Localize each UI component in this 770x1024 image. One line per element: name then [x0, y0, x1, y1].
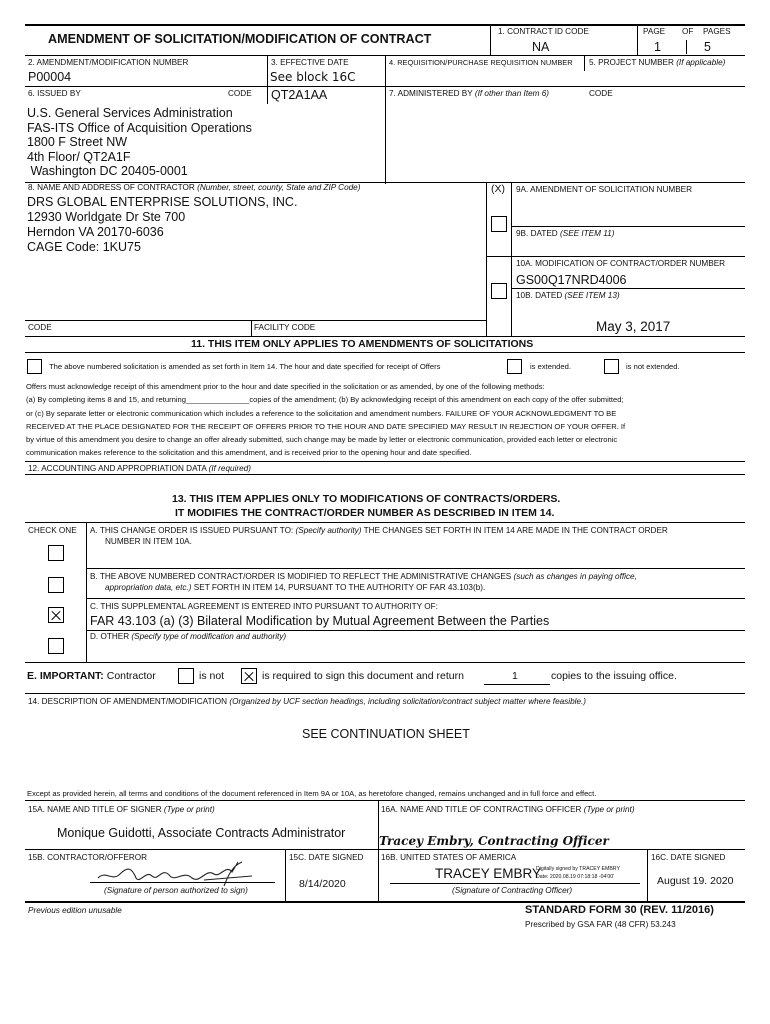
of-label: OF — [682, 27, 694, 36]
is-not-required-checkbox[interactable] — [178, 668, 194, 684]
modification-dated-value: May 3, 2017 — [596, 319, 671, 334]
officer-date-value: August 19. 2020 — [657, 875, 734, 887]
contract-id-value: NA — [532, 40, 550, 54]
extended-label: is extended. — [530, 362, 571, 371]
digital-signature-line-2: Date: 2020.08.19 07:18:18 -04'00' — [536, 874, 615, 880]
extended-checkbox[interactable] — [507, 359, 522, 374]
not-extended-label: is not extended. — [626, 362, 680, 371]
pages-label: PAGES — [703, 27, 731, 36]
page-number: 1 — [654, 40, 661, 54]
contractor-date-label: 15C. DATE SIGNED — [289, 853, 364, 862]
description-body: SEE CONTINUATION SHEET — [302, 727, 470, 741]
option-d-text: D. OTHER (Specify type of modification and authority) — [90, 632, 287, 641]
administered-by-label: 7. ADMINISTERED BY (If other than Item 6) — [389, 89, 550, 98]
contractor-signature-caption: (Signature of person authorized to sign) — [104, 886, 248, 895]
administrative-changes-checkbox[interactable] — [48, 577, 64, 593]
solicitation-dated-label: 9B. DATED (SEE ITEM 11) — [516, 229, 615, 238]
other-modification-checkbox[interactable] — [48, 638, 64, 654]
contractor-code-label: CODE — [28, 323, 52, 332]
form-title: AMENDMENT OF SOLICITATION/MODIFICATION OF CONTRACT — [48, 32, 432, 46]
issued-by-code-label: CODE — [228, 89, 252, 98]
signer-name-label: 15A. NAME AND TITLE OF SIGNER (Type or print) — [28, 805, 215, 814]
except-text: Except as provided herein, all terms and conditions of the document referenced in Item 9A or 10A, as heretofore changed, remains unchanged and in full force and effect. — [27, 789, 597, 798]
prescribed-by: Prescribed by GSA FAR (48 CFR) 53.243 — [525, 920, 676, 929]
requisition-label: 4. REQUISITION/PURCHASE REQUISITION NUMBER — [389, 58, 573, 67]
officer-signature-caption: (Signature of Contracting Officer) — [452, 886, 573, 895]
previous-edition-note: Previous edition unusable — [28, 906, 122, 915]
standard-form-number: STANDARD FORM 30 (REV. 11/2016) — [525, 904, 714, 916]
contracting-officer-value: Tracey Embry, Contracting Officer — [379, 834, 609, 848]
page-count: 5 — [704, 40, 711, 54]
option-a-text: A. THIS CHANGE ORDER IS ISSUED PURSUANT TO: (Specify authority) THE CHANGES SET FORTH IN ITEM 14 ARE MADE IN THE CONTRACT ORDER — [90, 526, 668, 535]
important-row: E. IMPORTANT: Contractor — [27, 670, 156, 682]
contractor-date-value: 8/14/2020 — [299, 878, 346, 890]
effective-date-label: 3. EFFECTIVE DATE — [271, 58, 349, 67]
copies-count: 1 — [512, 670, 518, 682]
block13-heading-2: IT MODIFIES THE CONTRACT/ORDER NUMBER AS DESCRIBED IN ITEM 14. — [175, 507, 555, 519]
description-label: 14. DESCRIPTION OF AMENDMENT/MODIFICATION (Organized by UCF section headings, including solicitation/contract subject matter where feasible.) — [28, 697, 587, 706]
option-c-authority: FAR 43.103 (a) (3) Bilateral Modification by Mutual Agreement Between the Parties — [90, 614, 550, 628]
x-column-label: (X) — [491, 183, 505, 195]
solicitation-amended-text: The above numbered solicitation is amended as set forth in Item 14. The hour and date specified for receipt of Offers — [49, 362, 441, 371]
contractor-label: 8. NAME AND ADDRESS OF CONTRACTOR (Number, street, county, State and ZIP Code) — [28, 183, 361, 192]
issued-by-code: QT2A1AA — [271, 88, 328, 102]
is-required-text: is required to sign this document and return — [262, 670, 464, 682]
contract-modification-checkbox[interactable] — [491, 283, 507, 299]
check-one-label: CHECK ONE — [28, 526, 77, 535]
administered-by-code-label: CODE — [589, 89, 613, 98]
officer-date-label: 16C. DATE SIGNED — [651, 853, 726, 862]
solicitation-amendment-checkbox[interactable] — [491, 216, 507, 232]
issued-by-label: 6. ISSUED BY — [28, 89, 81, 98]
accounting-label: 12. ACCOUNTING AND APPROPRIATION DATA (If required) — [28, 464, 251, 473]
contractor-address: DRS GLOBAL ENTERPRISE SOLUTIONS, INC. 12930 Worldgate Dr Ste 700 Herndon VA 20170-6036 CAGE Code: 1KU75 — [27, 195, 298, 254]
modification-dated-label: 10B. DATED (SEE ITEM 13) — [516, 291, 620, 300]
block13-heading-1: 13. THIS ITEM APPLIES ONLY TO MODIFICATIONS OF CONTRACTS/ORDERS. — [172, 493, 561, 505]
supplemental-agreement-checkbox[interactable] — [48, 607, 64, 623]
change-order-checkbox[interactable] — [48, 545, 64, 561]
issued-by-address: U.S. General Services Administration FAS-ITS Office of Acquisition Operations 1800 F Street NW 4th Floor/ QT2A1F Washington DC 20405-0001 — [27, 106, 252, 178]
option-b-text: B. THE ABOVE NUMBERED CONTRACT/ORDER IS MODIFIED TO REFLECT THE ADMINISTRATIVE CHANGES (such as changes in paying office, — [90, 572, 637, 581]
solicitation-number-label: 9A. AMENDMENT OF SOLICITATION NUMBER — [516, 185, 693, 194]
officer-signature-name: TRACEY EMBRY — [435, 866, 542, 881]
facility-code-label: FACILITY CODE — [254, 323, 316, 332]
digital-signature-line-1: Digitally signed by TRACEY EMBRY — [536, 866, 620, 872]
project-number-label: 5. PROJECT NUMBER (If applicable) — [589, 58, 726, 67]
not-extended-checkbox[interactable] — [604, 359, 619, 374]
amendment-number-label: 2. AMENDMENT/MODIFICATION NUMBER — [28, 58, 189, 67]
copies-text: copies to the issuing office. — [551, 670, 677, 682]
is-not-label: is not — [199, 670, 225, 682]
block11-heading: 11. THIS ITEM ONLY APPLIES TO AMENDMENTS OF SOLICITATIONS — [191, 338, 534, 350]
modification-number-label: 10A. MODIFICATION OF CONTRACT/ORDER NUMBER — [516, 259, 726, 268]
option-a-text-2: NUMBER IN ITEM 10A. — [105, 537, 192, 546]
option-b-text-2: appropriation data, etc.) SET FORTH IN ITEM 14, PURSUANT TO THE AUTHORITY OF FAR 43.103(b). — [105, 583, 486, 592]
option-c-text: C. THIS SUPPLEMENTAL AGREEMENT IS ENTERED INTO PURSUANT TO AUTHORITY OF: — [90, 602, 438, 611]
modification-number-value: GS00Q17NRD4006 — [516, 273, 627, 287]
contract-id-label: 1. CONTRACT ID CODE — [498, 27, 589, 36]
page-label: PAGE — [643, 27, 666, 36]
block11-instructions: Offers must acknowledge receipt of this amendment prior to the hour and date specified in the solicitation or as amended, by one of the following methods: (a) By completing items 8 and 15, and returning_______________copies of the amendment; (b) By acknowledging receipt of this amendment on each copy of the offer submitted; or (c) By separate letter or electronic communication which includes a reference to the solicitation and amendment numbers. FAILURE OF YOUR ACKNOWLEDGMENT TO BE RECEIVED AT THE PLACE DESIGNATED FOR THE RECEIPT OF OFFERS PRIOR TO THE HOUR AND DATE SPECIFIED MAY RESULT IN REJECTION OF YOUR OFFER. If by virtue of this amendment you desire to change an offer already submitted, such change may be made by letter or electronic communication, provided each letter or electronic communication makes reference to the solicitation and this amendment, and is received prior to the opening hour and date specified. — [26, 382, 626, 458]
contractor-signature — [92, 856, 262, 890]
signer-name-value: Monique Guidotti, Associate Contracts Administrator — [57, 826, 346, 840]
usa-label: 16B. UNITED STATES OF AMERICA — [381, 853, 517, 862]
solicitation-amended-checkbox[interactable] — [27, 359, 42, 374]
contracting-officer-label: 16A. NAME AND TITLE OF CONTRACTING OFFICER (Type or print) — [381, 805, 635, 814]
is-required-checkbox[interactable] — [241, 668, 257, 684]
contractor-offeror-label: 15B. CONTRACTOR/OFFEROR — [28, 853, 148, 862]
effective-date-value: See block 16C — [270, 70, 356, 84]
amendment-number-value: P00004 — [28, 70, 72, 84]
